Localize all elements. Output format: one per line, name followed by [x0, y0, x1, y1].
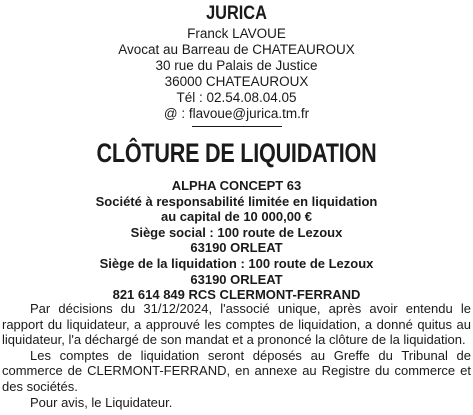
lawyer-name: Franck LAVOUE [187, 26, 286, 41]
notice-title: CLÔTURE DE LIQUIDATION [96, 138, 377, 168]
filing-paragraph: Les comptes de liquidation seront déposés au Greffe du Tribunal de commerce de CLERMONT-FERRAND, en annexe au Registre du commerce et des sociétés. [2, 347, 471, 394]
notice-body [2, 301, 471, 410]
firm-name: JURICA [206, 3, 267, 24]
signature-paragraph: Pour avis, le Liquidateur. [30, 394, 173, 410]
company-capital: au capital de 10 000,00 € [160, 209, 313, 225]
firm-phone: Tél : 02.54.08.04.05 [176, 90, 297, 105]
decision-paragraph: Par décisions du 31/12/2024, l'associé unique, après avoir entendu le rapport du liquidateur, a approuvé les comptes de liquidation, a donné quitus au liquidateur, l'a déchargé de son mandat et a prononcé la clôture de la liquidation. [2, 301, 471, 348]
firm-street: 30 rue du Palais de Justice [155, 58, 318, 73]
company-legal-form: Société à responsabilité limitée en liquidation [95, 193, 378, 209]
company-registration: 821 614 849 RCS CLERMONT-FERRAND [112, 287, 361, 303]
firm-city: 36000 CHATEAUROUX [164, 74, 309, 89]
liquidation-office: Siège de la liquidation : 100 route de Lezoux [99, 255, 374, 271]
registered-office-city: 63190 ORLEAT [190, 240, 283, 256]
liquidation-office-city: 63190 ORLEAT [190, 271, 283, 287]
company-details [0, 178, 473, 303]
law-firm-header [0, 2, 473, 127]
company-name: ALPHA CONCEPT 63 [171, 178, 302, 193]
registered-office: Siège social : 100 route de Lezoux [130, 224, 343, 240]
lawyer-title: Avocat au Barreau de CHATEAUROUX [118, 42, 355, 57]
firm-email: @ : flavoue@jurica.tm.fr [163, 106, 310, 121]
header-divider [192, 126, 282, 127]
